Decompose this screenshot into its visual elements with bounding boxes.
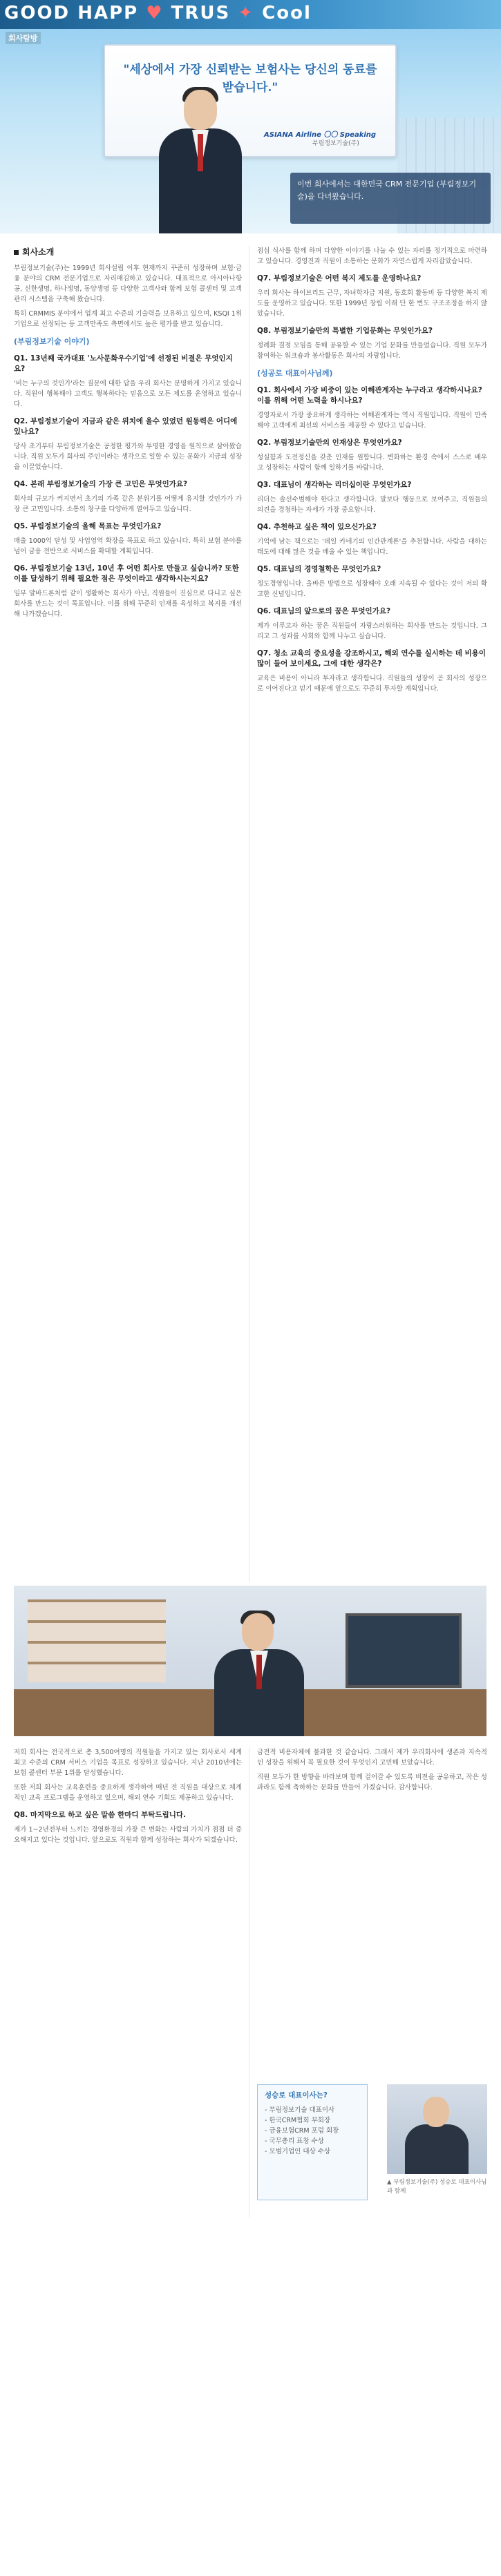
heart-icon: ♥ xyxy=(146,3,164,23)
bookshelf xyxy=(28,1599,166,1682)
answer: 교육은 비용이 아니라 투자라고 생각합니다. 직원들의 성장이 곧 회사의 성장으로 이어진다고 믿기 때문에 앞으로도 꾸준히 투자할 계획입니다. xyxy=(257,675,487,693)
question: Q1. 13년째 국가대표 '노사문화우수기업'에 선정된 비결은 무엇인지요? xyxy=(14,354,233,373)
answer: 성실함과 도전정신을 갖춘 인재를 원합니다. 변화하는 환경 속에서 스스로 배우고 성장하는 사람이 함께 일하기를 바랍니다. xyxy=(257,454,487,472)
profile-title: 성승로 대표이사는? xyxy=(265,2091,328,2099)
answer: 제가 1~2년전부터 느끼는 경영환경의 가장 큰 변화는 사람의 가치가 점점 더 중요해지고 있다는 것입니다. 앞으로도 직원과 함께 성장하는 회사가 되겠습니다. xyxy=(14,1826,242,1844)
ceo-portrait xyxy=(159,90,242,233)
sign-quote: "세상에서 가장 신뢰받는 보험사는 당신의 동료를 받습니다." xyxy=(123,63,377,95)
sign-subtitle: ASIANA Airline 〇〇 Speaking xyxy=(264,131,377,139)
ceo-profile-box xyxy=(257,2084,368,2200)
answer: 일부 알바드론처럼 같이 생활하는 회사가 아닌, 직원들이 진심으로 다니고 싶은 회사를 만드는 것이 목표입니다. 이를 위해 꾸준히 인재를 육성하고 복지를 개선해 나가겠습니다. xyxy=(14,590,242,618)
profile-item: - 부림정보기술 대표이사 xyxy=(265,2106,335,2114)
profile-item: - 금융보험CRM 포럼 회장 xyxy=(265,2127,339,2135)
header-banner xyxy=(0,0,501,233)
answer: 당사 초기부터 부림정보기술은 공정한 평가와 투명한 경영을 원칙으로 삼아왔습니다. 직원 모두가 회사의 주인이라는 생각으로 일할 수 있는 문화가 지금의 성장을 이끌었습니다. xyxy=(14,443,242,471)
photo-caption: 이번 회사에서는 대한민국 CRM 전문기업 (부림정보기술)을 다녀왔습니다. xyxy=(290,173,491,224)
question: Q8. 부림정보기술만의 특별한 기업문화는 무엇인가요? xyxy=(257,327,433,335)
question: Q7. 청소 교육의 중요성을 강조하시고, 해외 연수를 실시하는 데 비용이 많이 들어 보이세요, 그에 대한 생각은? xyxy=(257,649,486,668)
question: Q6. 대표님의 앞으로의 꿈은 무엇인가요? xyxy=(257,607,391,615)
brand-title xyxy=(4,3,312,23)
paragraph: 또한 저희 회사는 교육훈련을 중요하게 생각하여 매년 전 직원을 대상으로 체계적인 교육 프로그램을 운영하고 있으며, 해외 연수 기회도 제공하고 있습니다. xyxy=(14,1784,242,1802)
question: Q2. 부림정보기술만의 인재상은 무엇인가요? xyxy=(257,439,402,447)
paragraph: 저희 회사는 전국적으로 총 3,500여명의 직원들을 가지고 있는 회사로서 세계 최고 수준의 CRM 서비스 기업을 목표로 성장하고 있습니다. 지난 2010년에는 보험 콜센터 부문 1위를 달성했습니다. xyxy=(14,1749,242,1777)
answer: 기억에 남는 책으로는 '데일 카네기의 인간관계론'을 추천합니다. 사람을 대하는 태도에 대해 많은 것을 배울 수 있는 책입니다. xyxy=(257,538,487,556)
monitor xyxy=(346,1613,462,1688)
question: Q4. 본래 부림정보기술의 가장 큰 고민은 무엇인가요? xyxy=(14,480,188,488)
paragraph: 금전적 비용자체에 불과한 것 같습니다. 그래서 제가 우리회사에 생존과 지속적인 성장을 위해서 꼭 필요한 것이 무엇인지 고민해 보았습니다. xyxy=(257,1749,487,1767)
answer: 정도경영입니다. 올바른 방법으로 성장해야 오래 지속될 수 있다는 것이 저의 확고한 신념입니다. xyxy=(257,580,487,598)
answer: 정례화 결정 모임을 통해 공유할 수 있는 기업 문화를 만들었습니다. 직원 모두가 참여하는 워크숍과 봉사활동은 회사의 자랑입니다. xyxy=(257,342,487,360)
section-title: 회사소개 xyxy=(14,247,242,258)
ceo-photo-person xyxy=(214,1613,304,1736)
answer: 점심 식사를 함께 하며 다양한 이야기를 나눌 수 있는 자리를 정기적으로 마련하고 있습니다. 경영진과 직원이 소통하는 문화가 자연스럽게 자리잡았습니다. xyxy=(257,247,487,265)
banner-sign xyxy=(104,44,397,157)
question: Q1. 회사에서 가장 비중이 있는 이해관계자는 누구라고 생각하시나요? 이를 위해 어떤 노력을 하시나요? xyxy=(257,386,482,405)
brand-word-good: GOOD xyxy=(4,3,70,23)
question: Q5. 부림정보기술의 올해 목표는 무엇인가요? xyxy=(14,522,162,530)
question: Q7. 부림정보기술은 어떤 복지 제도를 운영하나요? xyxy=(257,274,422,282)
answer: 매출 1000억 달성 및 사업영역 확장을 목표로 하고 있습니다. 특히 보험 분야를 넘어 금융 전반으로 서비스를 확대할 계획입니다. xyxy=(14,537,242,555)
profile-item: - 한국CRM협회 부회장 xyxy=(265,2117,331,2124)
column-left-bottom xyxy=(14,1747,242,1849)
company-logo: 부림정보기술(주) xyxy=(312,140,359,147)
column-right xyxy=(257,246,487,698)
profile-item: - 국무총리 표창 수상 xyxy=(265,2137,324,2145)
paragraph: 직원 모두가 한 방향을 바라보며 함께 걸어갈 수 있도록 비전을 공유하고, 작은 성과라도 함께 축하하는 문화를 만들어 가겠습니다. 감사합니다. xyxy=(257,1774,487,1791)
answer: 회사의 규모가 커지면서 초기의 가족 같은 분위기를 어떻게 유지할 것인가가 가장 큰 고민입니다. 소통의 창구를 다양하게 열어두고 있습니다. xyxy=(14,495,242,513)
office-photo xyxy=(14,1586,486,1736)
answer: 경영자로서 가장 중요하게 생각하는 이해관계자는 역시 직원입니다. 직원이 만족해야 고객에게 최선의 서비스를 제공할 수 있다고 믿습니다. xyxy=(257,412,487,430)
ceo-interview-header: (성공로 대표이사님께) xyxy=(257,369,333,378)
column-left xyxy=(14,246,242,624)
brand-word-happ: HAPP xyxy=(77,3,139,23)
intro-paragraph: 특히 CRMMIS 분야에서 업계 최고 수준의 기술력을 보유하고 있으며, KSQI 1위 기업으로 선정되는 등 고객만족도 측면에서도 높은 평가를 받고 있습니다. xyxy=(14,310,242,328)
column-right-bottom xyxy=(257,1747,487,1797)
question: Q2. 부림정보기술이 지금과 같은 위치에 올수 있었던 원동력은 어디에 있나요? xyxy=(14,417,238,436)
question: Q5. 대표님의 경영철학은 무엇인가요? xyxy=(257,565,381,573)
intro-paragraph: 부림정보기술(주)는 1999년 회사설립 이후 현재까지 꾸준히 성장하며 보험·금융 분야의 CRM 전문기업으로 자리매김하고 있습니다. 대표적으로 아시아나항공, 신한생명, 하나생명, 동양생명 등 다양한 고객사와 함께 보험 콜센터 및 고객관리 시스템을 구축해 왔습니다. xyxy=(14,265,242,303)
section-kicker: 회사탐방 xyxy=(6,32,41,44)
question: Q6. 부림정보기술 13년, 10년 후 어떤 회사로 만들고 싶습니까? 또한 이를 달성하기 위해 필요한 점은 무엇이라고 생각하시는지요? xyxy=(14,564,239,583)
small-photo-caption: ▲ 부림정보기술(주) 성승로 대표이사님과 함께 xyxy=(387,2179,487,2195)
answer: '비는 누구의 것인가'라는 질문에 대한 답을 우리 회사는 분명하게 가지고 있습니다. 직원이 행복해야 고객도 행복하다는 믿음으로 모든 제도를 운영하고 있습니다. xyxy=(14,380,242,408)
brand-word-cool: Cool xyxy=(262,3,312,23)
answer: 리더는 솔선수범해야 한다고 생각합니다. 말보다 행동으로 보여주고, 직원들의 의견을 경청하는 자세가 가장 중요합니다. xyxy=(257,496,487,514)
square-icon xyxy=(14,250,19,255)
answer: 우리 회사는 하이브리드 근무, 자녀학자금 지원, 동호회 활동비 등 다양한 복지 제도를 운영하고 있습니다. 또한 1999년 창립 이래 단 한 번도 구조조정을 하지 않았습니다. xyxy=(257,289,487,318)
question: Q8. 마지막으로 하고 싶은 말씀 한마디 부탁드립니다. xyxy=(14,1811,187,1819)
brand-word-trus: TRUS xyxy=(171,3,231,23)
question: Q3. 대표님이 생각하는 리더십이란 무엇인가요? xyxy=(257,481,412,489)
star-icon: ✦ xyxy=(238,3,255,23)
profile-item: - 모범기업인 대상 수상 xyxy=(265,2148,331,2155)
question: Q4. 추천하고 싶은 책이 있으신가요? xyxy=(257,523,377,531)
ceo-small-photo xyxy=(387,2084,487,2174)
answer: 제가 이루고자 하는 꿈은 직원들이 자랑스러워하는 회사를 만드는 것입니다. 그리고 그 성과를 사회와 함께 나누고 싶습니다. xyxy=(257,622,487,640)
interview-header: (부림정보기술 이야기) xyxy=(14,337,90,346)
